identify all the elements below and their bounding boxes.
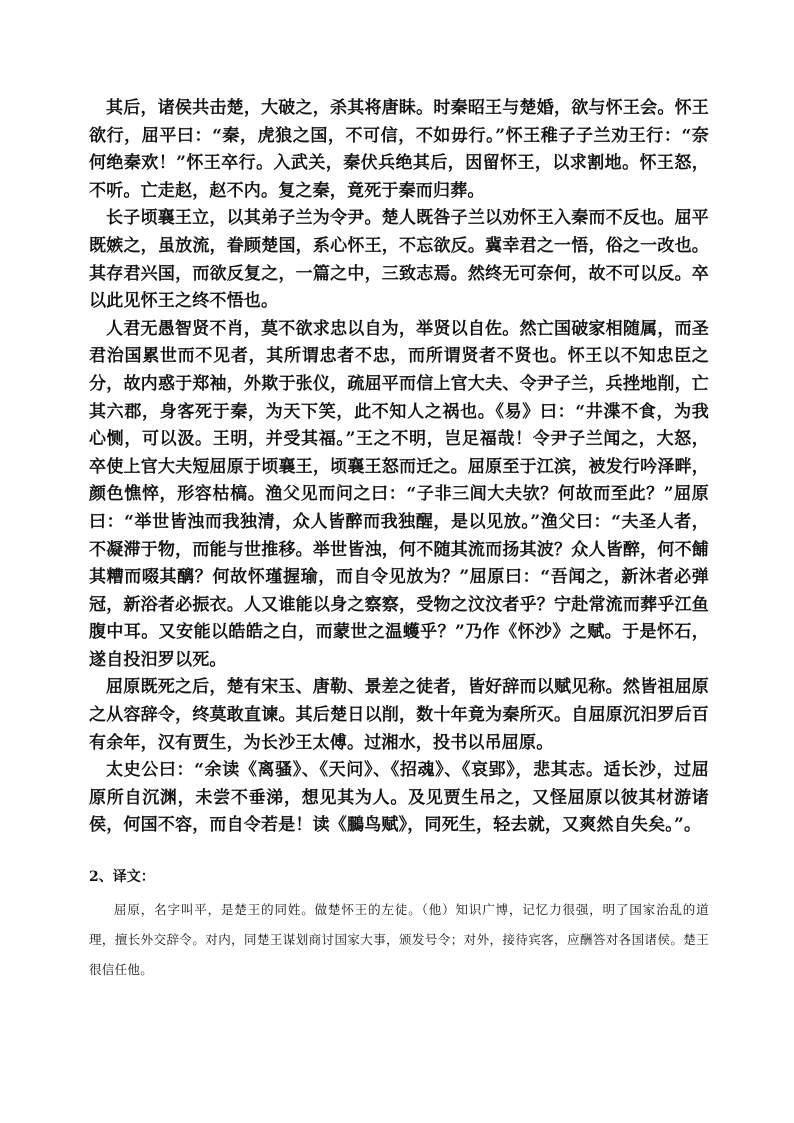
paragraph-3: 人君无愚智贤不肖，莫不欲求忠以自为，举贤以自佐。然亡国破家相随属，而圣君治国累世而不见者，其所谓忠者不忠，而所谓贤者不贤也。怀王以不知忠臣之分，故内惑于郑袖，外欺于张仪，疏屈平而信上官大夫、令尹子兰，兵挫地削，亡其六郡，身客死于秦，为天下笑，此不知人之祸也。《易》曰：“井渫不食，为我心恻，可以汲。王明，并受其福。”王之不明，岂足福哉！令尹子兰闻之，大怒，卒使上官大夫短屈原于顷襄王，顷襄王怒而迁之。屈原至于江滨，被发行吟泽畔，颜色憔悴，形容枯槁。渔父见而问之曰：“子非三闾大夫欤？何故而至此？”屈原曰：“举世皆浊而我独清，众人皆醉而我独醒，是以见放。”渔父曰：“夫圣人者，不凝滞于物，而能与世推移。举世皆浊，何不随其流而扬其波？众人皆醉，何不餔其糟而啜其醨？何故怀瑾握瑜，而自令见放为？”屈原曰：“吾闻之，新沐者必弹冠，新浴者必振衣。人又谁能以身之察察，受物之汶汶者乎？宁赴常流而葬乎江鱼腹中耳。又安能以皓皓之白，而蒙世之温蠖乎？”乃作《怀沙》之赋。于是怀石，遂自投汨罗以死。 [89,318,709,670]
translation-heading: 2、译文： [89,869,155,886]
document-page [89,95,709,985]
paragraph-4: 屈原既死之后，楚有宋玉、唐勒、景差之徒者，皆好辞而以赋见称。然皆祖屈原之从容辞令，终莫敢直谏。其后楚日以削，数十年竟为秦所灭。自屈原沉汨罗后百有余年，汉有贾生，为长沙王太傅。过湘水，投书以吊屈原。 [89,677,709,753]
paragraph-5: 太史公曰：“余读《离骚》、《天问》、《招魂》、《哀郢》，悲其志。适长沙，过屈原所自沉渊，未尝不垂涕，想见其为人。及见贾生吊之，又怪屈原以彼其材游诸侯，何国不容，而自令若是！读《鵩鸟赋》，同死生，轻去就，又爽然自失矣。”。 [89,760,709,836]
paragraph-1: 其后，诸侯共击楚，大破之，杀其将唐眛。时秦昭王与楚婚，欲与怀王会。怀王欲行，屈平曰：“秦，虎狼之国，不可信，不如毋行。”怀王稚子子兰劝王行：“奈何绝秦欢！”怀王卒行。入武关，秦伏兵绝其后，因留怀王，以求割地。怀王怒，不听。亡走赵，赵不内。复之秦，竟死于秦而归葬。 [89,98,709,201]
paragraph-2: 长子顷襄王立，以其弟子兰为令尹。楚人既咎子兰以劝怀王入秦而不反也。屈平既嫉之，虽放流，眷顾楚国，系心怀王，不忘欲反。冀幸君之一悟，俗之一改也。其存君兴国，而欲反复之，一篇之中，三致志焉。然终无可奈何，故不可以反。卒以此见怀王之终不悟也。 [89,208,709,312]
translation-paragraph: 屈原，名字叫平，是楚王的同姓。做楚怀王的左徒。（他）知识广博，记忆力很强，明了国家治乱的道理，擅长外交辞令。对内，同楚王谋划商讨国家大事，颁发号令；对外，接待宾客，应酬答对各国诸侯。楚王很信任他。 [89,902,709,978]
